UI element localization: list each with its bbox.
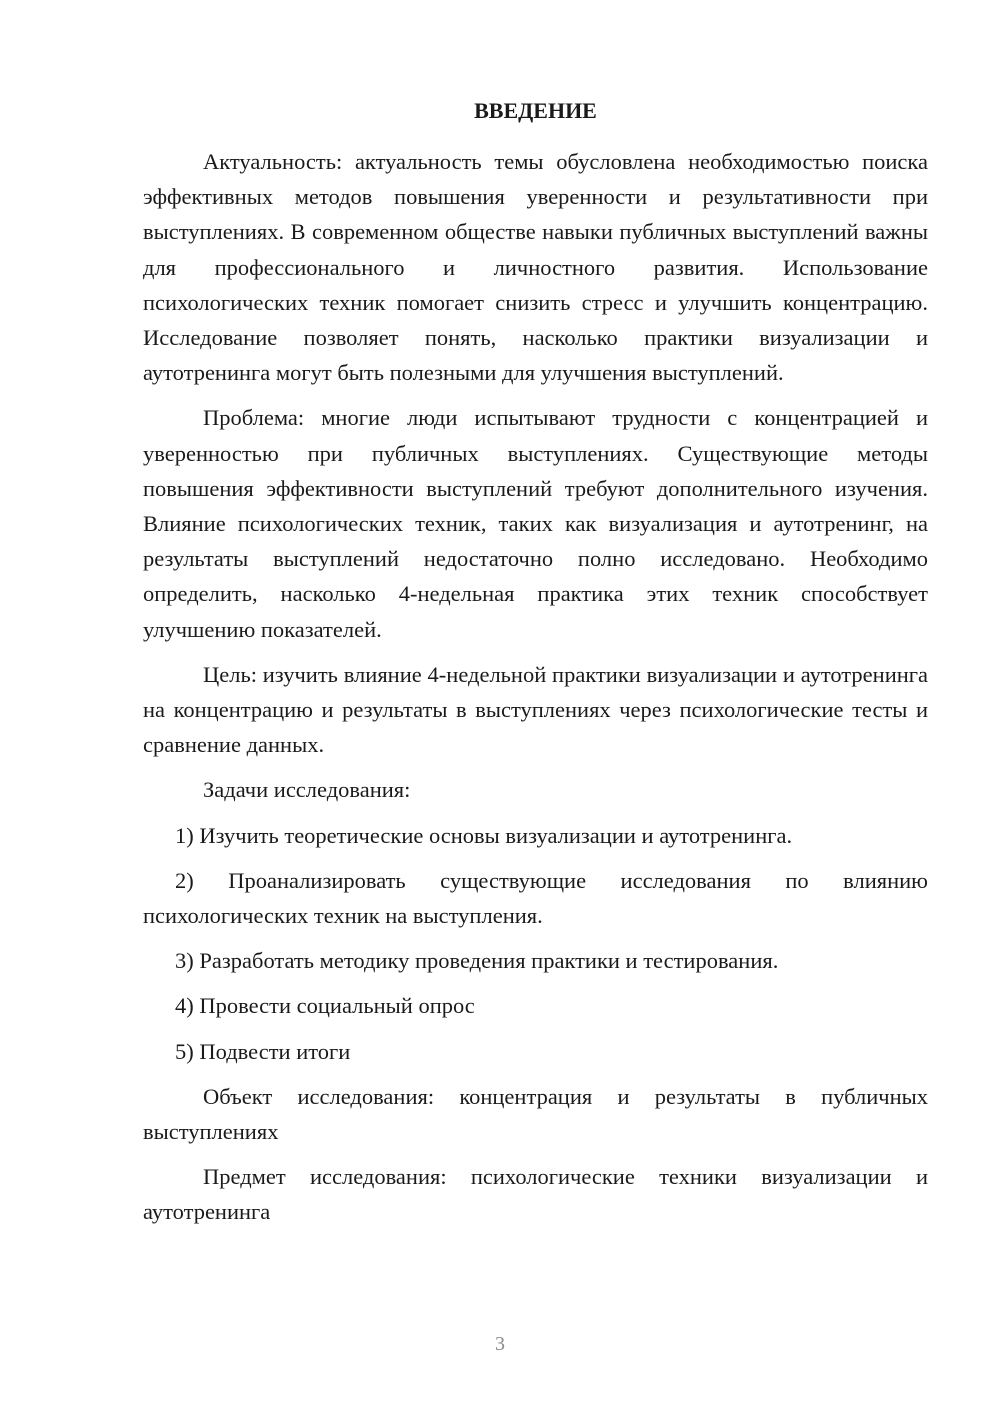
task-item: 4) Провести социальный опрос: [175, 993, 475, 1019]
task-item: 5) Подвести итоги: [175, 1038, 351, 1064]
paragraph-object: Объект исследования: концентрация и результаты в публичных выступлениях: [143, 1083, 928, 1145]
task-item: 3) Разработать методику проведения практики и тестирования.: [175, 948, 779, 974]
section-title: ВВЕДЕНИЕ: [474, 98, 597, 123]
task-item: 1) Изучить теоретические основы визуализации и аутотренинга.: [175, 822, 793, 848]
page-content: [143, 96, 928, 1230]
tasks-heading: Задачи исследования:: [203, 777, 411, 803]
paragraph-goal: Цель: изучить влияние 4-недельной практики визуализации и аутотренинга на концентрацию и результаты в выступлениях через психологические тесты и сравнение данных.: [143, 661, 928, 758]
paragraph-subject: Предмет исследования: психологические техники визуализации и аутотренинга: [143, 1164, 928, 1225]
page-number: 3: [495, 1333, 505, 1355]
paragraph-problem: Проблема: многие люди испытывают трудности с концентрацией и уверенностью при публичных выступлениях. Существующие методы повышения эффективности выступлений требуют дополнительного изучения. Влияние психологических техник, таких как визуализация и аутотренинг, на результаты выступлений недостаточно полно исследовано. Необходимо определить, насколько 4-недельная практика этих техник способствует улучшению показателей.: [143, 405, 928, 642]
task-item: 2) Проанализировать существующие исследования по влиянию психологических техник на выступления.: [143, 867, 928, 929]
paragraph-relevance: Актуальность: актуальность темы обусловлена необходимостью поиска эффективных методов повышения уверенности и результативности при выступлениях. В современном обществе навыки публичных выступлений важны для профессионального и личностного развития. Использование психологических техник помогает снизить стресс и улучшить концентрацию. Исследование позволяет понять, насколько практики визуализации и аутотренинга могут быть полезными для улучшения выступлений.: [143, 149, 928, 386]
